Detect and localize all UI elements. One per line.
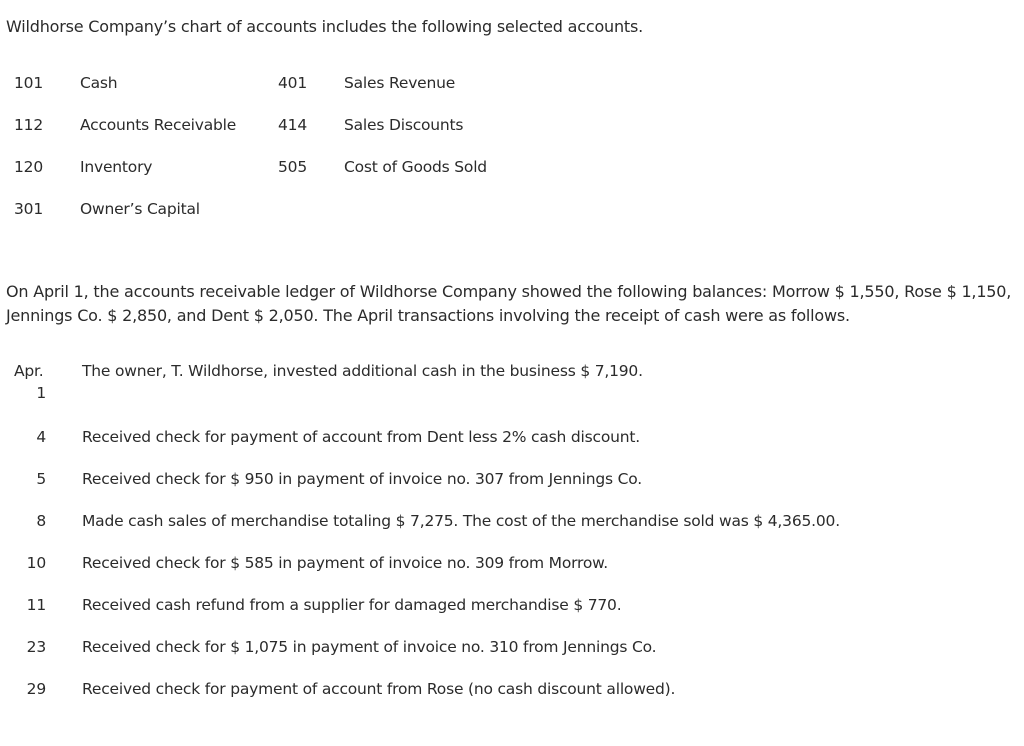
transaction-text: Received check for $ 1,075 in payment of invoice no. 310 from Jennings Co. (82, 638, 657, 656)
transaction-day: 5 (36, 470, 46, 488)
transaction-day: 29 (26, 680, 46, 698)
account-row (0, 196, 600, 238)
transaction-day: 4 (36, 428, 46, 446)
account-name: Owner’s Capital (80, 200, 200, 218)
intro-text: Wildhorse Company’s chart of accounts includes the following selected accounts. (6, 17, 644, 36)
account-number: 101 (14, 74, 43, 92)
transaction-text: Made cash sales of merchandise totaling $ 7,275. The cost of the merchandise sold was $ 4,365.00. (82, 512, 840, 530)
transaction-row (0, 426, 1024, 468)
account-number: 120 (14, 158, 43, 176)
transaction-row (0, 636, 1024, 678)
transaction-date (0, 360, 46, 404)
transaction-row (0, 360, 1024, 426)
account-number: 301 (14, 200, 43, 218)
transaction-text: Received check for payment of account from Dent less 2% cash discount. (82, 428, 640, 446)
transaction-day: 8 (36, 512, 46, 530)
account-name: Accounts Receivable (80, 116, 237, 134)
ledger-paragraph: On April 1, the accounts receivable ledger of Wildhorse Company showed the following balances: Morrow $ 1,550, Rose $ 1,150, Jennings Co. $ 2,850, and Dent $ 2,050. The April transactions involving the receipt of cash were as follows. (6, 282, 1012, 325)
transaction-month: Apr. (14, 362, 44, 380)
transaction-text: Received check for payment of account from Rose (no cash discount allowed). (82, 680, 676, 698)
transaction-text: Received check for $ 950 in payment of invoice no. 307 from Jennings Co. (82, 470, 642, 488)
account-number: 401 (278, 74, 307, 92)
account-number: 414 (278, 116, 307, 134)
account-row (0, 70, 600, 112)
account-name: Sales Discounts (344, 116, 464, 134)
transaction-day: 1 (36, 384, 46, 402)
transaction-row (0, 594, 1024, 636)
transaction-day: 11 (26, 596, 46, 614)
transactions-list (0, 360, 1024, 720)
account-name: Cash (80, 74, 118, 92)
transaction-row (0, 510, 1024, 552)
transaction-row (0, 678, 1024, 720)
account-number: 112 (14, 116, 43, 134)
chart-of-accounts (0, 70, 600, 238)
account-name: Inventory (80, 158, 153, 176)
transaction-day: 23 (26, 638, 46, 656)
transaction-text: Received cash refund from a supplier for damaged merchandise $ 770. (82, 596, 622, 614)
transaction-text: Received check for $ 585 in payment of invoice no. 309 from Morrow. (82, 554, 608, 572)
account-row (0, 112, 600, 154)
transaction-row (0, 468, 1024, 510)
account-row (0, 154, 600, 196)
transaction-text: The owner, T. Wildhorse, invested additional cash in the business $ 7,190. (82, 362, 643, 380)
account-name: Cost of Goods Sold (344, 158, 487, 176)
transaction-row (0, 552, 1024, 594)
account-name: Sales Revenue (344, 74, 456, 92)
transaction-day: 10 (26, 554, 46, 572)
account-number: 505 (278, 158, 307, 176)
